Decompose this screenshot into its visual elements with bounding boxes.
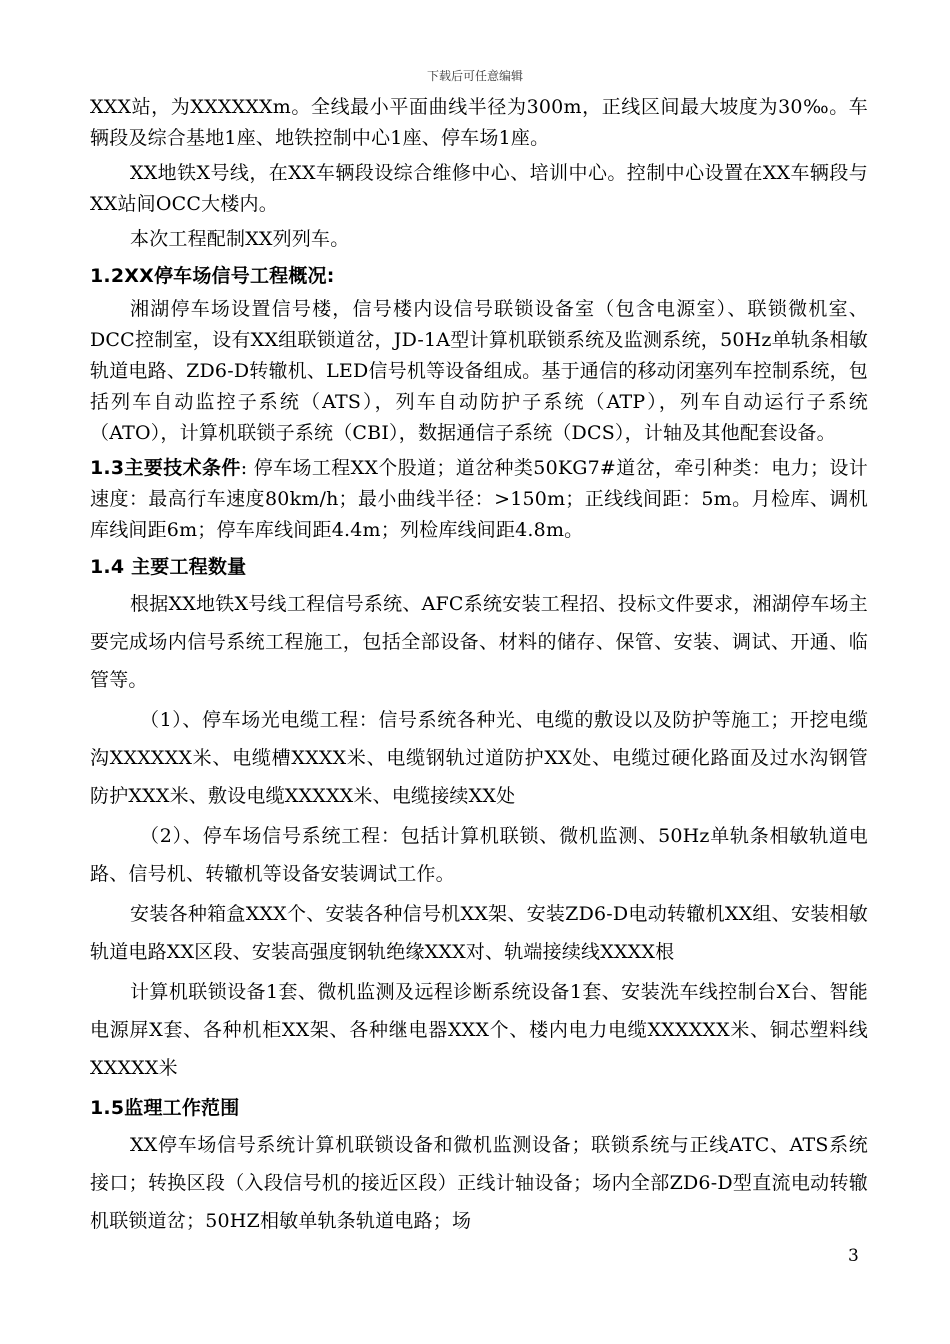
paragraph-tech-conditions <box>90 453 868 546</box>
page-header: 下载后可任意编辑 <box>426 69 523 83</box>
heading-1-4: 1.4 主要工程数量 <box>90 556 247 578</box>
paragraph-main-quantities: 根据XX地铁X号线工程信号系统、AFC系统安装工程招、投标文件要求，湘湖停车场主要完成场内信号系统工程施工，包括全部设备、材料的储存、保管、安装、调试、开通、临管等。 <box>90 593 868 691</box>
paragraph-supervision-scope: XX停车场信号系统计算机联锁设备和微机监测设备；联锁系统与正线ATC、ATS系统接口；转换区段（入段信号机的接近区段）正线计轴设备；场内全部ZD6-D型直流电动转辙机联锁道岔；50HZ相敏单轨条轨道电路；场 <box>90 1134 868 1232</box>
paragraph-equipment-items: 计算机联锁设备1套、微机监测及远程诊断系统设备1套、安装洗车线控制台X台、智能电源屏X套、各种机柜XX架、各种继电器XXX个、楼内电力电缆XXXXXX米、铜芯塑料线XXXXX米 <box>90 981 868 1079</box>
tech-conditions-text: : 停车场工程XX个股道；道岔种类50KG7#道岔，牵引种类：电力；设计速度：最高行车速度80km/h；最小曲线半径：>150m；正线线间距：5m。月检库、调机库线间距6m；停车库线间距4.4m；列检库线间距4.8m。 <box>90 457 869 541</box>
heading-1-2: 1.2XX停车场信号工程概况: <box>90 265 335 287</box>
document-body <box>90 92 868 1242</box>
heading-1-5: 1.5监理工作范围 <box>90 1097 240 1119</box>
heading-1-3: 1.3主要技术条件 <box>90 457 241 479</box>
paragraph-train-count: 本次工程配制XX列列车。 <box>130 228 350 250</box>
paragraph-installation-items: 安装各种箱盒XXX个、安装各种信号机XX架、安装ZD6-D电动转辙机XX组、安装相敏轨道电路XX区段、安装高强度钢轨绝缘XXX对、轨端接续线XXXX根 <box>90 903 868 963</box>
paragraph-signal-system-works: （2）、停车场信号系统工程：包括计算机联锁、微机监测、50Hz单轨条相敏轨道电路、信号机、转辙机等设备安装调试工作。 <box>90 825 868 885</box>
paragraph-line-summary: XXX站，为XXXXXXm。全线最小平面曲线半径为300m，正线区间最大坡度为30‰。车辆段及综合基地1座、地铁控制中心1座、停车场1座。 <box>90 96 868 149</box>
paragraph-cable-works: （1）、停车场光电缆工程：信号系统各种光、电缆的敷设以及防护等施工；开挖电缆沟XXXXXX米、电缆槽XXXX米、电缆钢轨过道防护XX处、电缆过硬化路面及过水沟钢管防护XXX米、敷设电缆XXXXX米、电缆接续XX处 <box>90 709 868 807</box>
page-number: 3 <box>848 1246 859 1266</box>
paragraph-signal-overview: 湘湖停车场设置信号楼，信号楼内设信号联锁设备室（包含电源室）、联锁微机室、DCC控制室，设有XX组联锁道岔，JD-1A型计算机联锁系统及监测系统，50Hz单轨条相敏轨道电路、ZD6-D转辙机、LED信号机等设备组成。基于通信的移动闭塞列车控制系统，包括列车自动监控子系统（ATS），列车自动防护子系统（ATP），列车自动运行子系统（ATO），计算机联锁子系统（CBI），数据通信子系统（DCS），计轴及其他配套设备。 <box>90 298 868 444</box>
paragraph-maintenance-center: XX地铁X号线，在XX车辆段设综合维修中心、培训中心。控制中心设置在XX车辆段与XX站间OCC大楼内。 <box>90 162 868 215</box>
